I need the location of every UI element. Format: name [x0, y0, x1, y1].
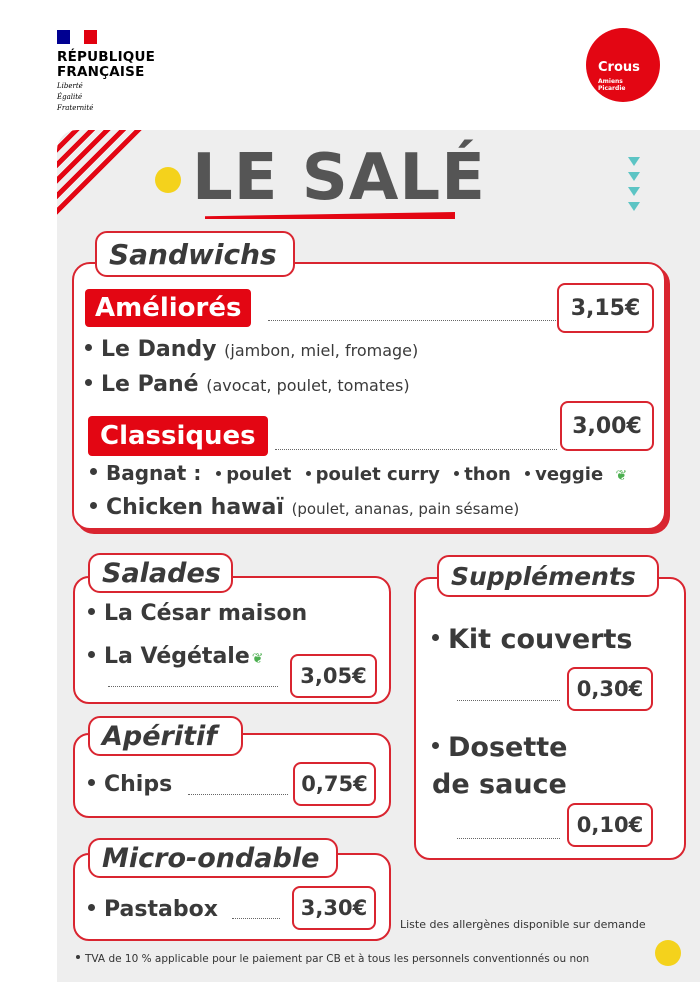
- ameliores-dots: [268, 320, 556, 321]
- list-item-chicken-hawai: [90, 495, 519, 520]
- supplements-label-text: Suppléments: [451, 561, 636, 591]
- item-detail: (avocat, poulet, tomates): [206, 376, 410, 395]
- vegan-leaf-icon: ❦: [615, 468, 628, 484]
- salades-dots: [108, 686, 278, 687]
- item-name: Le Pané: [101, 372, 199, 397]
- micro-price: [292, 886, 376, 930]
- item-name: La Végétale: [104, 644, 250, 669]
- list-item-le-pane: [85, 372, 410, 397]
- tva-footnote-text: TVA de 10 % applicable pour le paiement par CB et à tous les personnels conventionnés ou non: [85, 953, 590, 965]
- classiques-price-text: 3,00€: [572, 413, 642, 439]
- micro-price-text: 3,30€: [300, 896, 368, 920]
- micro-label: [88, 838, 338, 878]
- vegan-leaf-icon: ❦: [251, 651, 264, 667]
- bagnat-option: thon: [464, 464, 511, 485]
- sandwichs-label-text: Sandwichs: [109, 237, 277, 271]
- aperitif-dots: [188, 794, 288, 795]
- classiques-tag-text: Classiques: [100, 421, 256, 451]
- aperitif-price-text: 0,75€: [301, 772, 368, 796]
- crous-name: Crous: [598, 60, 640, 75]
- supplements-label: [437, 555, 659, 597]
- list-item-le-dandy: [85, 337, 418, 362]
- yellow-dot-icon: [155, 167, 181, 193]
- list-item-pastabox: [88, 897, 218, 922]
- dosette-dots: [457, 838, 560, 839]
- bagnat-option: poulet curry: [315, 464, 440, 485]
- item-detail: (poulet, ananas, pain sésame): [291, 500, 520, 518]
- motto-egalite: Égalité: [57, 93, 83, 101]
- list-item-chips: [88, 772, 172, 797]
- bagnat-option: veggie: [535, 464, 604, 485]
- aperitif-label: [88, 716, 243, 756]
- item-name: Chicken hawaï: [106, 495, 284, 520]
- item-name: Bagnat :: [106, 461, 202, 485]
- triangle-icon: [628, 187, 640, 196]
- item-name: La César maison: [104, 601, 308, 626]
- item-name: Dosette: [448, 732, 568, 763]
- ameliores-tag: [85, 289, 251, 327]
- classiques-tag: [88, 416, 268, 456]
- classiques-price: [560, 401, 654, 451]
- sandwichs-label: [95, 231, 295, 277]
- ameliores-price-text: 3,15€: [570, 295, 641, 321]
- micro-dots: [232, 918, 280, 919]
- aperitif-price: [293, 762, 376, 806]
- dosette-price: [567, 803, 653, 847]
- red-hatch-decoration: [57, 130, 147, 216]
- republic-line2: FRANÇAISE: [57, 64, 145, 80]
- salades-price-text: 3,05€: [300, 664, 367, 688]
- item-name: Kit couverts: [448, 624, 633, 655]
- crous-logo: [586, 28, 660, 102]
- item-name-line2: de sauce: [432, 769, 567, 800]
- kit-price: [567, 667, 653, 711]
- page-title: LE SALÉ: [192, 141, 486, 215]
- list-item-dosette: [432, 729, 567, 803]
- dosette-price-text: 0,10€: [576, 813, 644, 837]
- kit-price-text: 0,30€: [576, 677, 644, 701]
- list-item-cesar: [88, 601, 307, 626]
- ameliores-tag-text: Améliorés: [95, 293, 242, 323]
- triangle-icon: [628, 172, 640, 181]
- list-item-kit-couverts: [432, 624, 632, 655]
- classiques-dots: [275, 449, 557, 450]
- list-item-vegetale: [88, 644, 264, 669]
- republique-francaise-logo: [57, 30, 167, 113]
- salades-label: [88, 553, 233, 593]
- crous-sub-line1: Amiens: [598, 78, 623, 85]
- motto-liberte: Liberté: [57, 82, 83, 90]
- list-item-bagnat: [90, 461, 627, 485]
- item-name: Chips: [104, 772, 173, 797]
- triangle-icon: [628, 202, 640, 211]
- yellow-dot-icon: [655, 940, 681, 966]
- crous-sub: [598, 78, 625, 92]
- french-flag-icon: [57, 30, 97, 44]
- triangle-icon: [628, 157, 640, 166]
- aperitif-label-text: Apéritif: [102, 720, 218, 752]
- triangle-decoration: [628, 157, 642, 217]
- ameliores-price: [557, 283, 654, 333]
- allergens-note: Liste des allergènes disponible sur demande: [400, 918, 646, 931]
- micro-label-text: Micro-ondable: [102, 842, 320, 874]
- item-detail: (jambon, miel, fromage): [224, 341, 419, 360]
- item-name: Pastabox: [104, 897, 218, 922]
- crous-sub-line2: Picardie: [598, 85, 626, 92]
- salades-price: [290, 654, 377, 698]
- motto-fraternite: Fraternité: [57, 104, 94, 112]
- tva-footnote: [76, 953, 589, 965]
- republic-line1: RÉPUBLIQUE: [57, 49, 156, 65]
- salades-label-text: Salades: [102, 557, 221, 589]
- kit-dots: [457, 700, 560, 701]
- item-name: Le Dandy: [101, 337, 217, 362]
- bagnat-option: poulet: [226, 464, 292, 485]
